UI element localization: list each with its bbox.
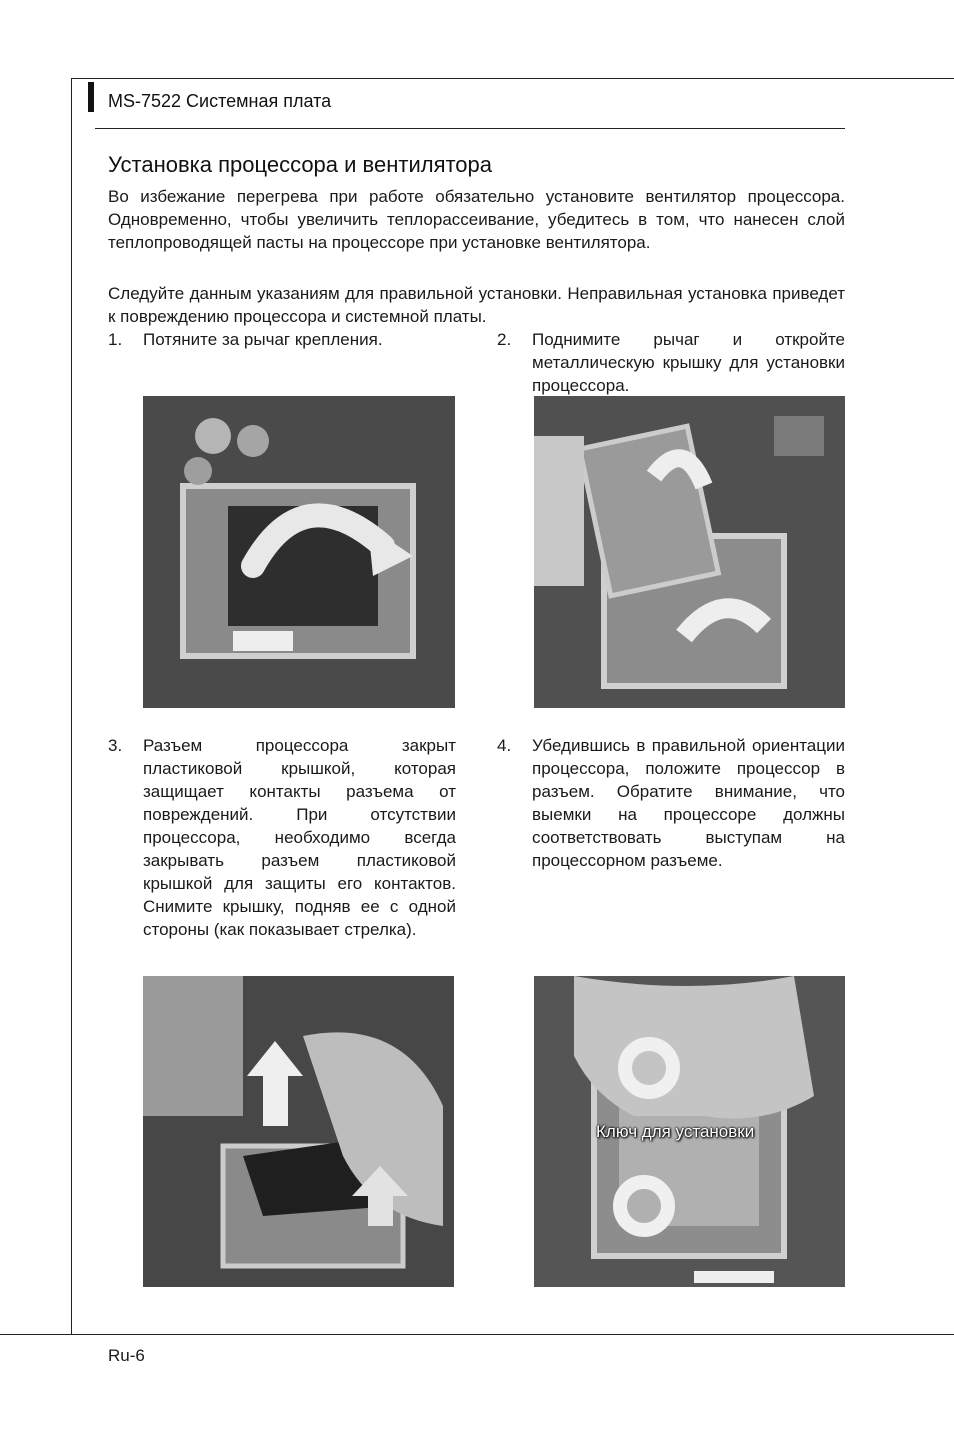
step-3	[108, 734, 456, 964]
step-number: 2.	[497, 330, 512, 349]
step-text: Убедившись в правильной ориентации процессора, положите процессор в разъем. Обратите внимание, что выемки на процессоре должны соответствовать выступам на процессорном разъеме.	[532, 736, 845, 870]
instructions-paragraph: Следуйте данным указаниям для правильной установки. Неправильная установка приведет к повреждению процессора и системной платы.	[108, 284, 845, 326]
header-marker-bar	[88, 82, 94, 112]
header-underline	[95, 128, 845, 129]
section-title: Установка процессора и вентилятора	[108, 152, 493, 177]
step-text: Разъем процессора закрыт пластиковой крышкой, которая защищает контакты разъема от повреждений. При отсутствии процессора, необходимо всегда закрывать разъем пластиковой крышкой для защиты его контактов. Снимите крышку, подняв ее с одной стороны (как показывает стрелка).	[143, 736, 456, 939]
left-border-rule	[71, 78, 72, 1335]
step-2	[497, 328, 845, 398]
installation-key-label: Ключ для установки	[596, 1122, 755, 1141]
photo-open-cover	[534, 396, 845, 708]
photo-lever	[143, 396, 455, 708]
step-number: 4.	[497, 736, 512, 755]
step-4	[497, 734, 845, 904]
step-number: 3.	[108, 736, 123, 755]
photo-remove-cap	[143, 976, 454, 1287]
step-text: Поднимите рычаг и откройте металлическую крышку для установки процессора.	[532, 330, 845, 395]
photo-insert-cpu	[534, 976, 845, 1287]
step-1	[108, 328, 456, 358]
running-header: MS-7522 Системная плата	[108, 91, 332, 111]
bottom-border-rule	[0, 1334, 954, 1335]
step-text: Потяните за рычаг крепления.	[143, 330, 383, 349]
top-border-rule	[71, 78, 954, 79]
step-number: 1.	[108, 330, 123, 349]
page-number: Ru-6	[108, 1346, 145, 1365]
intro-paragraph: Во избежание перегрева при работе обязательно установите вентилятор процессора. Одновременно, чтобы увеличить теплорассеивание, убедитесь в том, что нанесен слой теплопроводящей пасты на процессоре при установке вентилятора.	[108, 187, 845, 252]
